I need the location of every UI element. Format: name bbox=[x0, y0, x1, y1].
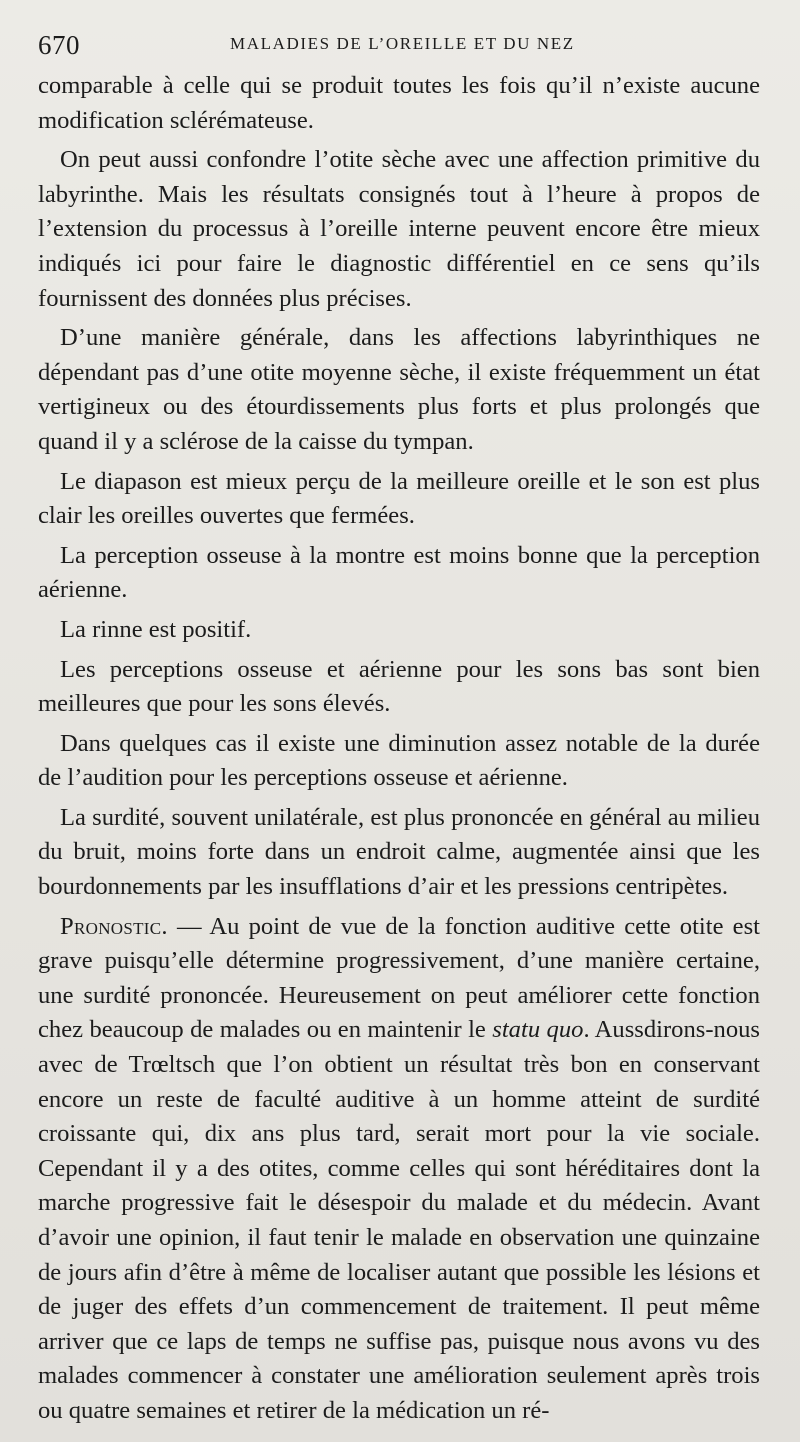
page-header bbox=[38, 26, 760, 62]
pronostic-paragraph bbox=[38, 910, 760, 1429]
page-number: 670 bbox=[38, 30, 80, 60]
pronostic-heading: Pronostic. bbox=[60, 912, 168, 940]
pronostic-text-start: — Au point de vue de la fonction auditive cette otite est grave puisqu’elle détermine progressivement, d’une manière certaine, une surdité prononcée. Heureusement on peut améliorer cette fonction chez beaucoup de malades ou en maintenir le bbox=[38, 912, 760, 1044]
pronostic-text-end: . Aussdirons-nous avec de Trœltsch que l’on obtient un résultat très bon en conservant encore un reste de faculté auditive à un homme atteint de surdité croissante qui, dix ans plus tard, serait mort pour la vie sociale. Cependant il y a des otites, comme celles qui sont héréditaires dont la marche progressive fait le désespoir du malade et du médecin. Avant d’avoir une opinion, il faut tenir le malade en observation une quinzaine de jours afin d’être à même de localiser autant que possible les lésions et de juger des effets d’un commencement de traitement. Il peut même arriver que ce laps de temps ne suffise pas, puisque nous avons vu des malades commencer à constater une amélioration seulement après trois ou quatre semaines et retirer de la médication un ré- bbox=[38, 1016, 760, 1424]
paragraph: D’une manière générale, dans les affections labyrinthiques ne dépendant pas d’une otite moyenne sèche, il existe fréquemment un état vertigineux ou des étourdissements plus forts et plus prolongés que quand il y a sclérose de la caisse du tympan. bbox=[38, 324, 760, 455]
paragraph: La perception osseuse à la montre est moins bonne que la perception aérienne. bbox=[38, 541, 760, 604]
running-title: MALADIES DE L’OREILLE ET DU NEZ bbox=[230, 34, 575, 53]
paragraph: La rinne est positif. bbox=[60, 615, 252, 643]
paragraph: Dans quelques cas il existe une diminution assez notable de la durée de l’audition pour les perceptions osseuse et aérienne. bbox=[38, 729, 760, 792]
paragraph: Le diapason est mieux perçu de la meilleure oreille et le son est plus clair les oreilles ouvertes que fermées. bbox=[38, 467, 760, 530]
statu-quo-italic: statu quo bbox=[492, 1016, 584, 1044]
paragraph: Les perceptions osseuse et aérienne pour les sons bas sont bien meilleures que pour les sons élevés. bbox=[38, 655, 760, 718]
paragraph: comparable à celle qui se produit toutes les fois qu’il n’existe aucune modification sclérémateuse. bbox=[38, 72, 760, 134]
paragraph: La surdité, souvent unilatérale, est plus prononcée en général au milieu du bruit, moins forte dans un endroit calme, augmentée ainsi que les bourdonnements par les insufflations d’air et les pressions centripètes. bbox=[38, 803, 760, 901]
body-text bbox=[38, 69, 760, 1429]
paragraph: On peut aussi confondre l’otite sèche avec une affection primitive du labyrinthe. Mais les résultats consignés tout à l’heure à propos de l’extension du processus à l’oreille interne peuvent encore être mieux indiqués ici pour faire le diagnostic différentiel en ce sens qu’ils fournissent des données plus précises. bbox=[38, 146, 760, 312]
